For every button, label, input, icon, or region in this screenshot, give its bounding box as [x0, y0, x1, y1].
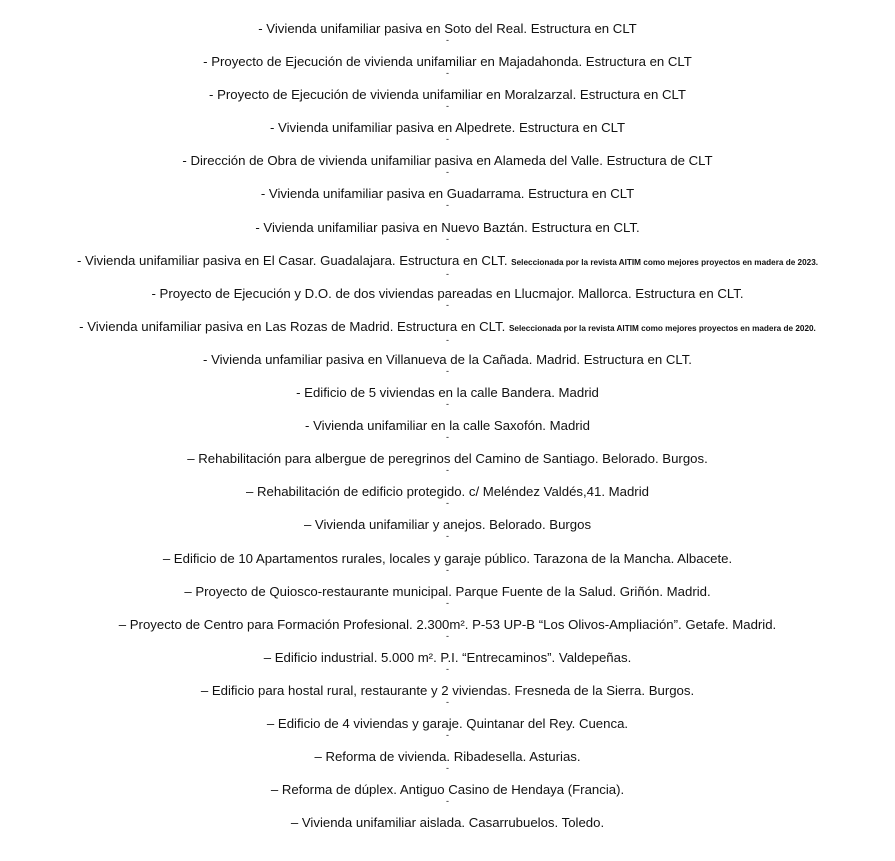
project-line: [0, 814, 895, 831]
list-item: [0, 417, 895, 450]
project-title: – Edificio de 4 viviendas y garaje. Quintanar del Rey. Cuenca.: [266, 715, 629, 731]
project-title: – Reforma de vivienda. Ribadesella. Asturias.: [314, 749, 581, 765]
project-line: [0, 252, 895, 271]
project-line: [0, 550, 895, 567]
list-item: [0, 483, 895, 516]
separator-dash: -: [446, 68, 449, 79]
project-title: - Vivienda unifamiliar pasiva en El Casar. Guadalajara. Estructura en CLT.: [76, 252, 508, 268]
separator-dash: -: [446, 531, 449, 542]
separator-dash: -: [446, 268, 449, 279]
project-title: – Edificio industrial. 5.000 m². P.I. “Entrecaminos”. Valdepeñas.: [263, 649, 632, 665]
list-item: [0, 219, 895, 252]
list-item: [0, 185, 895, 218]
list-item: [0, 152, 895, 185]
separator-dash: -: [446, 101, 449, 112]
separator-dash: -: [446, 696, 449, 707]
project-title: - Vivienda unifamiliar pasiva en Nuevo Baztán. Estructura en CLT.: [255, 219, 640, 235]
separator-dash: -: [446, 729, 449, 740]
separator-dash: -: [446, 200, 449, 211]
list-item: [0, 682, 895, 715]
separator-dash: -: [446, 365, 449, 376]
project-title: - Vivienda unfamiliar pasiva en Villanueva de la Cañada. Madrid. Estructura en CLT.: [203, 351, 692, 367]
list-item: [0, 318, 895, 351]
project-list: [0, 20, 895, 847]
list-item: [0, 715, 895, 748]
separator-dash: -: [446, 564, 449, 575]
list-item: [0, 285, 895, 318]
project-title: – Vivienda unifamiliar y anejos. Belorado. Burgos: [303, 517, 592, 533]
list-item: [0, 384, 895, 417]
project-title: - Proyecto de Ejecución de vivienda unifamiliar en Moralzarzal. Estructura en CLT: [209, 87, 686, 103]
separator-dash: -: [446, 134, 449, 145]
separator-dash: -: [446, 432, 449, 443]
list-item: [0, 550, 895, 583]
project-title: – Rehabilitación para albergue de peregrinos del Camino de Santiago. Belorado. Burgos.: [187, 451, 708, 467]
award-note: Seleccionada por la revista AITIM como mejores proyectos en madera de 2020.: [508, 323, 816, 333]
project-title: – Edificio de 10 Apartamentos rurales, locales y garaje público. Tarazona de la Mancha. Albacete.: [162, 550, 733, 566]
separator-dash: -: [446, 597, 449, 608]
list-item: [0, 20, 895, 53]
separator-dash: -: [446, 233, 449, 244]
separator-dash: -: [446, 399, 449, 410]
separator-dash: -: [446, 35, 449, 45]
separator-dash: -: [446, 498, 449, 509]
award-note: Seleccionada por la revista AITIM como mejores proyectos en madera de 2023.: [511, 257, 819, 267]
project-title: - Proyecto de Ejecución de vivienda unifamiliar en Majadahonda. Estructura en CLT: [203, 54, 692, 70]
project-line: [0, 318, 895, 337]
separator-dash: -: [446, 630, 449, 641]
project-title: - Vivienda unifamiliar pasiva en Guadarrama. Estructura en CLT: [260, 186, 635, 202]
list-item: [0, 119, 895, 152]
list-item: [0, 583, 895, 616]
list-item: [0, 450, 895, 483]
project-title: - Dirección de Obra de vivienda unifamiliar pasiva en Alameda del Valle. Estructura de CLT: [182, 153, 713, 169]
separator-dash: -: [446, 796, 449, 807]
project-title: - Edificio de 5 viviendas en la calle Bandera. Madrid: [296, 385, 599, 401]
project-title: – Reforma de dúplex. Antiguo Casino de Hendaya (Francia).: [270, 782, 625, 798]
project-title: - Proyecto de Ejecución y D.O. de dos viviendas pareadas en Llucmajor. Mallorca. Estructura en CLT.: [151, 285, 744, 301]
list-item: [0, 814, 895, 847]
separator-dash: -: [446, 167, 449, 178]
list-item: [0, 53, 895, 86]
project-line: [0, 219, 895, 236]
list-item: [0, 516, 895, 549]
project-title: - Vivienda unifamiliar pasiva en Soto del Real. Estructura en CLT: [258, 21, 637, 36]
separator-dash: -: [446, 299, 449, 310]
separator-dash: -: [446, 465, 449, 476]
project-title: - Vivienda unifamiliar en la calle Saxofón. Madrid: [305, 418, 590, 434]
separator-dash: -: [446, 763, 449, 774]
list-item: [0, 616, 895, 649]
list-item: [0, 781, 895, 814]
project-title: – Rehabilitación de edificio protegido. c/ Meléndez Valdés,41. Madrid: [246, 484, 649, 500]
project-title: – Edificio para hostal rural, restaurante y 2 viviendas. Fresneda de la Sierra. Burgos.: [200, 682, 695, 698]
list-item: [0, 748, 895, 781]
project-title: - Vivienda unifamiliar pasiva en Alpedrete. Estructura en CLT: [269, 120, 626, 136]
project-title: – Proyecto de Centro para Formación Profesional. 2.300m². P-53 UP-B “Los Olivos-Ampliación”. Getafe. Madrid.: [118, 616, 777, 632]
list-item: [0, 649, 895, 682]
separator-dash: -: [446, 334, 449, 345]
project-title: – Vivienda unifamiliar aislada. Casarrubuelos. Toledo.: [290, 815, 605, 831]
list-item: [0, 252, 895, 285]
separator-dash: -: [446, 663, 449, 674]
project-title: - Vivienda unifamiliar pasiva en Las Rozas de Madrid. Estructura en CLT.: [79, 318, 506, 334]
project-title: – Proyecto de Quiosco-restaurante municipal. Parque Fuente de la Salud. Griñón. Madrid.: [184, 583, 711, 599]
list-item: [0, 351, 895, 384]
list-item: [0, 86, 895, 119]
